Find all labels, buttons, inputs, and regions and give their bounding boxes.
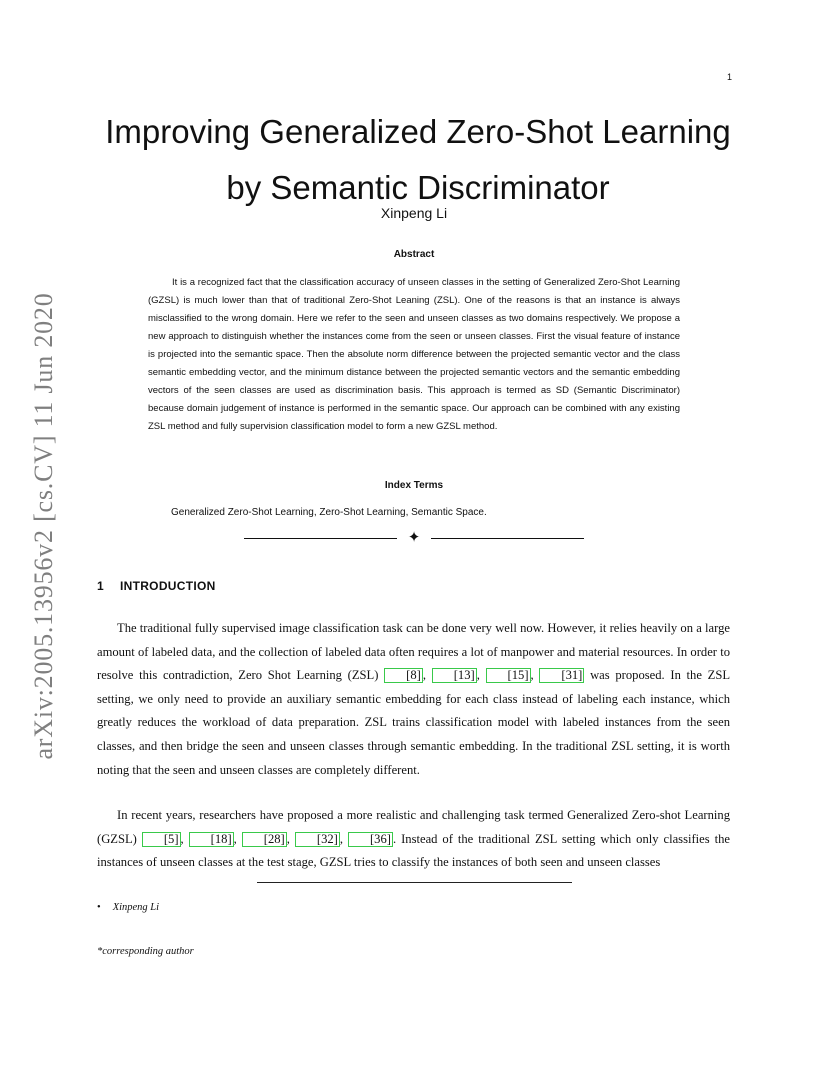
footnote-author-name: Xinpeng Li <box>112 902 160 913</box>
paragraph-text: The traditional fully supervised image classification task can be done very well now. However, it relies heavily on a large amount of labeled data, and the collection of labeled data often requires a lot of manpower and material resources. In order to resolve this contradiction, Zero Shot Learning (ZSL) <box>97 621 730 683</box>
citation-separator: , <box>286 831 295 846</box>
intro-paragraph-2 <box>97 804 730 875</box>
paper-title-line-2: by Semantic Discriminator <box>226 169 610 207</box>
citation-separator: , <box>339 831 348 846</box>
abstract-body: It is a recognized fact that the classification accuracy of unseen classes in the setting of Generalized Zero-Shot Learning (GZSL) is much lower than that of traditional Zero-Shot Leaning (ZSL). One of the reasons is that an instance is always misclassified to the wrong domain. Here we refer to the seen and unseen classes as two domains respectively. We propose a new approach to distinguish whether the instances come from the seen or unseen classes. First the visual feature of instance is projected into the semantic space. Then the absolute norm difference between the projected semantic vector and the class semantic embedding vector, and the minimum distance between the projected semantic vectors and the semantic embedding vectors of the seen classes are used as discrimination basis. This approach is termed as SD (Semantic Discriminator) because domain judgement of instance is performed in the semantic space. Our approach can be combined with any existing ZSL method and fully supervision classification model to form a new GZSL method. <box>148 277 680 432</box>
abstract-heading: Abstract <box>393 249 435 260</box>
citation-link[interactable]: [31] <box>539 668 584 683</box>
citation-link[interactable]: [5] <box>142 832 181 847</box>
citation-link[interactable]: [36] <box>348 832 393 847</box>
citation-link[interactable]: [15] <box>486 668 531 683</box>
intro-paragraph-1 <box>97 617 730 782</box>
citation-separator: , <box>233 831 242 846</box>
section-heading <box>97 579 216 593</box>
arxiv-stamp[interactable]: arXiv:2005.13956v2 [cs.CV] 11 Jun 2020 <box>29 292 58 760</box>
section-divider <box>244 531 584 547</box>
divider-line-left <box>244 538 397 539</box>
citation-separator: , <box>180 831 189 846</box>
paragraph-text: . Instead of the traditional ZSL setting which only classifies the instances of unseen classes at the test stage, GZSL tries to classify the instances of both seen and unseen classes <box>97 831 731 870</box>
citation-link[interactable]: [32] <box>295 832 340 847</box>
citation-link[interactable]: [18] <box>189 832 234 847</box>
paper-title <box>60 104 776 216</box>
paragraph-text: was proposed. In the ZSL setting, we only need to provide an auxiliary semantic embedding for each class instead of labeling each instance, which greatly reduces the workload of data preparation. ZSL trains classification model with labeled instances from the seen classes, and then bridge the seen and unseen classes through semantic embedding. In the traditional ZSL setting, it is worth noting that the seen and unseen classes are completely different. <box>97 668 731 777</box>
section-number: 1 <box>97 579 104 593</box>
divider-star-icon: ✦ <box>407 530 421 546</box>
citation-separator: , <box>530 668 540 683</box>
citation-link[interactable]: [13] <box>432 668 477 683</box>
citation-link[interactable]: [8] <box>384 668 423 683</box>
citation-separator: , <box>476 668 486 683</box>
paragraph-text: In recent years, researchers have proposed a more realistic and challenging task termed Generalized Zero-shot Learning (GZSL) <box>97 808 730 846</box>
index-terms-heading: Index Terms <box>384 480 444 491</box>
author-name: Xinpeng Li <box>380 205 448 221</box>
bullet-icon: • <box>97 902 101 913</box>
paper-title-line-1: Improving Generalized Zero-Shot Learning <box>105 113 731 151</box>
page-number: 1 <box>726 72 732 82</box>
footnote-corresponding: *corresponding author <box>97 946 194 957</box>
citation-separator: , <box>422 668 432 683</box>
footnote-author <box>97 902 159 913</box>
section-title: INTRODUCTION <box>119 579 216 593</box>
footnote-rule <box>257 882 572 883</box>
citation-link[interactable]: [28] <box>242 832 287 847</box>
divider-line-right <box>431 538 584 539</box>
index-terms-body: Generalized Zero-Shot Learning, Zero-Shot Learning, Semantic Space. <box>171 507 487 518</box>
